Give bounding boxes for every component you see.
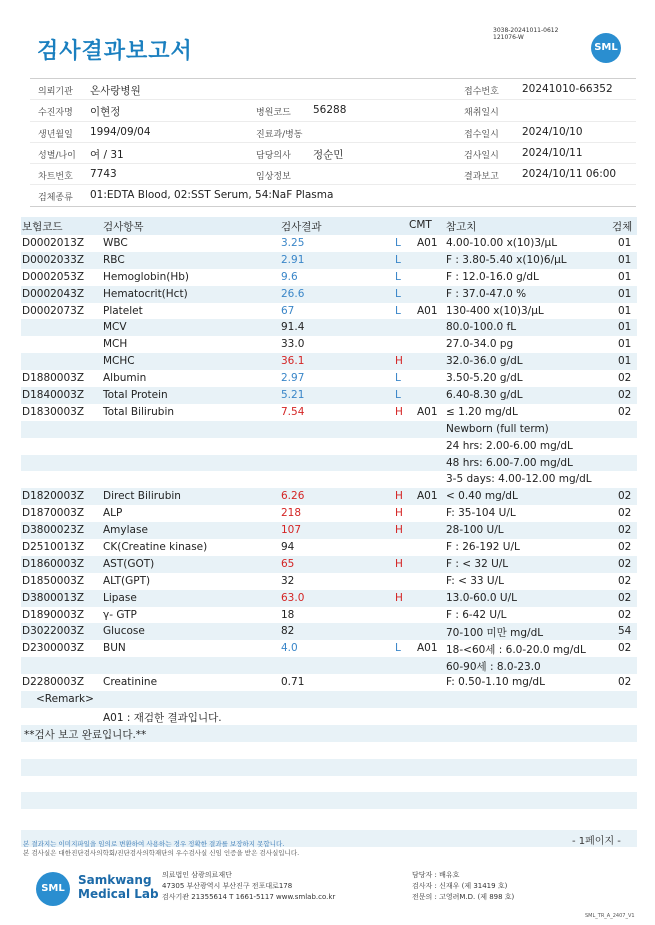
cell-code: D1880003Z — [22, 372, 85, 385]
receipt-date-value: 2024/10/10 — [522, 125, 583, 138]
cell-ref: 4.00-10.00 x(10)3/μL — [446, 237, 558, 249]
cell-code: D2300003Z — [22, 642, 85, 655]
patient-label: 수진자명 — [38, 108, 73, 119]
table-row — [21, 573, 637, 590]
cell-spec: 01 — [618, 355, 632, 368]
cell-name: Total Protein — [103, 389, 168, 402]
cell-spec: 01 — [618, 287, 632, 300]
cell-code: D0002013Z — [22, 237, 85, 249]
cell-name: Hemoglobin(Hb) — [103, 270, 190, 283]
cell-ref: 27.0-34.0 pg — [446, 338, 514, 351]
cell-flag: H — [395, 490, 403, 503]
chart-value: 7743 — [90, 168, 117, 181]
table-row — [21, 387, 637, 404]
table-row — [21, 404, 637, 421]
cell-name: WBC — [103, 237, 128, 249]
table-row — [21, 455, 637, 472]
cell-ref: < 0.40 mg/dL — [446, 490, 518, 503]
cell-spec: 02 — [618, 541, 632, 554]
cell-result: 36.1 — [281, 355, 305, 368]
cell-name: CK(Creatine kinase) — [103, 541, 208, 554]
cell-ref: F : 6-42 U/L — [446, 608, 507, 621]
table-row — [21, 674, 637, 691]
staff-info — [412, 870, 514, 903]
cell-name: Platelet — [103, 304, 143, 317]
cell-result: 3.25 — [281, 237, 305, 249]
hospital-code-label: 병원코드 — [256, 108, 291, 119]
complete-row — [21, 725, 637, 742]
chart-label: 차트번호 — [38, 172, 73, 183]
cell-name: Glucose — [103, 625, 145, 638]
cell-ref: F : 37.0-47.0 % — [446, 287, 527, 300]
table-row — [21, 252, 637, 269]
staff-line-2: 검사자 : 신재우 (제 31419 호) — [412, 882, 508, 890]
test-date-label: 검사일시 — [464, 150, 499, 161]
table-row — [21, 607, 637, 624]
cell-code: D1870003Z — [22, 507, 85, 520]
cell-flag: H — [395, 405, 403, 418]
empty-row — [21, 759, 637, 776]
cell-spec: 02 — [618, 557, 632, 570]
cell-spec: 01 — [618, 321, 632, 334]
cell-ref: 3-5 days: 4.00-12.00 mg/dL — [446, 473, 592, 486]
table-row — [21, 488, 637, 505]
cell-code: D2280003Z — [22, 676, 85, 689]
info-row-5 — [30, 164, 636, 185]
table-row — [21, 657, 637, 674]
cell-flag: L — [395, 389, 401, 402]
cell-result: 7.54 — [281, 405, 305, 418]
cell-spec: 02 — [618, 574, 632, 587]
cell-ref: Newborn (full term) — [446, 422, 549, 435]
cell-code: D1830003Z — [22, 405, 85, 418]
page-title: 검사결과보고서 — [37, 39, 193, 64]
cell-result: 94 — [281, 541, 295, 554]
table-row — [21, 303, 637, 320]
cell-spec: 54 — [618, 625, 632, 638]
table-row — [21, 269, 637, 286]
table-row — [21, 286, 637, 303]
cell-cmt: A01 — [417, 642, 438, 655]
cell-code: D0002073Z — [22, 304, 85, 317]
header-code: 보험코드 — [22, 221, 63, 233]
sex-age-label: 성별/나이 — [38, 150, 76, 161]
staff-line-3: 전문의 : 고영려M.D. (제 898 호) — [412, 893, 515, 901]
cell-flag: L — [395, 237, 401, 249]
table-row — [21, 640, 637, 657]
receipt-date-label: 접수일시 — [464, 129, 499, 140]
cell-flag: H — [395, 557, 403, 570]
cell-name: Creatinine — [103, 676, 158, 689]
cell-code: D1860003Z — [22, 557, 85, 570]
cell-result: 218 — [281, 507, 302, 520]
empty-row — [21, 742, 637, 759]
info-row-3 — [30, 122, 636, 143]
cell-ref: F: 35-104 U/L — [446, 507, 516, 520]
cell-result: 0.71 — [281, 676, 305, 689]
header-ref: 참고치 — [446, 221, 477, 233]
cell-code: D1820003Z — [22, 490, 85, 503]
cell-result: 32 — [281, 574, 295, 587]
cell-name: MCH — [103, 338, 128, 351]
cell-code: D1890003Z — [22, 608, 85, 621]
report-label: 결과보고 — [464, 172, 499, 183]
table-row — [21, 235, 637, 252]
cell-result: 5.21 — [281, 389, 305, 402]
header-spec: 검체 — [612, 221, 633, 233]
remark-text: A01 : 재검한 결과입니다. — [103, 711, 222, 724]
cell-result: 67 — [281, 304, 295, 317]
cell-flag: H — [395, 591, 403, 604]
cell-name: Direct Bilirubin — [103, 490, 181, 503]
cell-name: γ- GTP — [103, 608, 137, 621]
document-code-2: 121076-W — [493, 34, 524, 41]
cell-cmt: A01 — [417, 490, 438, 503]
receipt-no-label: 접수번호 — [464, 87, 499, 97]
logo-name-1: Samkwang — [78, 873, 152, 887]
address-line-3: 검사기관 21355614 T 1661-5117 www.smlab.co.kr — [162, 893, 336, 901]
cell-name: MCHC — [103, 355, 135, 368]
cell-code: D3800023Z — [22, 524, 85, 537]
cell-code: D1840003Z — [22, 389, 85, 402]
cell-result: 9.6 — [281, 270, 298, 283]
table-row — [21, 539, 637, 556]
cell-spec: 01 — [618, 270, 632, 283]
specimen-label: 검체종류 — [38, 193, 73, 204]
empty-row — [21, 792, 637, 809]
cell-code: D2510013Z — [22, 541, 85, 554]
remark-label: <Remark> — [36, 693, 94, 706]
cell-flag: H — [395, 355, 403, 368]
cell-ref: 32.0-36.0 g/dL — [446, 355, 523, 368]
dept-label: 진료과/병동 — [256, 129, 303, 140]
cell-ref: 24 hrs: 2.00-6.00 mg/dL — [446, 439, 573, 452]
doctor-value: 정순민 — [313, 148, 344, 161]
cell-spec: 02 — [618, 676, 632, 689]
table-row — [21, 319, 637, 336]
info-row-1 — [30, 79, 636, 100]
cell-ref: 48 hrs: 6.00-7.00 mg/dL — [446, 456, 573, 469]
logo-text — [78, 873, 159, 901]
cell-flag: L — [395, 304, 401, 317]
cell-spec: 02 — [618, 608, 632, 621]
report-value: 2024/10/11 06:00 — [522, 168, 617, 181]
cell-spec: 02 — [618, 405, 632, 418]
cell-result: 6.26 — [281, 490, 305, 503]
test-date-value: 2024/10/11 — [522, 146, 583, 159]
cell-spec: 01 — [618, 253, 632, 266]
sml-logo-circle: SML — [36, 872, 70, 906]
footer-note-2: 본 검사실은 대한진단검사의학회/진단검사의학재단의 우수검사실 신임 인증을 받은 검사실입니다. — [23, 849, 300, 857]
table-row — [21, 353, 637, 370]
form-code: SML_TR_A_2407_V1 — [585, 913, 635, 919]
cell-ref: F: < 33 U/L — [446, 574, 505, 587]
cell-ref: F : 3.80-5.40 x(10)6/μL — [446, 253, 567, 266]
results-table — [21, 217, 637, 809]
sex-age-value: 여 / 31 — [90, 148, 124, 161]
cell-result: 33.0 — [281, 338, 305, 351]
cell-flag: L — [395, 270, 401, 283]
remark-row — [21, 691, 637, 708]
cell-spec: 02 — [618, 490, 632, 503]
clinical-label: 임상정보 — [256, 172, 291, 183]
cell-result: 2.91 — [281, 253, 305, 266]
cell-spec: 02 — [618, 372, 632, 385]
cell-name: Albumin — [103, 372, 147, 385]
lab-address — [162, 870, 335, 903]
cell-result: 63.0 — [281, 591, 305, 604]
cell-name: Lipase — [103, 591, 137, 604]
cell-ref: 28-100 U/L — [446, 524, 504, 537]
cell-name: AST(GOT) — [103, 557, 155, 570]
cell-code: D3800013Z — [22, 591, 85, 604]
cell-result: 26.6 — [281, 287, 305, 300]
dob-value: 1994/09/04 — [90, 125, 151, 138]
collect-label: 채취일시 — [464, 108, 499, 119]
cell-flag: L — [395, 287, 401, 300]
cell-ref: 80.0-100.0 fL — [446, 321, 517, 334]
cell-spec: 01 — [618, 237, 632, 249]
table-row — [21, 522, 637, 539]
cell-ref: 13.0-60.0 U/L — [446, 591, 517, 604]
address-line-1: 의료법인 삼광의료재단 — [162, 871, 232, 879]
table-row — [21, 471, 637, 488]
cell-result: 107 — [281, 524, 302, 537]
cell-code: D3022003Z — [22, 625, 85, 638]
cell-flag: L — [395, 253, 401, 266]
cell-spec: 02 — [618, 507, 632, 520]
cell-ref: 60-90세 : 8.0-23.0 — [446, 661, 541, 674]
cell-name: MCV — [103, 321, 127, 334]
info-row-6 — [30, 185, 636, 206]
cell-result: 18 — [281, 608, 295, 621]
cell-ref: 6.40-8.30 g/dL — [446, 389, 523, 402]
cell-ref: F: 0.50-1.10 mg/dL — [446, 676, 545, 689]
cell-name: ALT(GPT) — [103, 574, 151, 587]
specimen-value: 01:EDTA Blood, 02:SST Serum, 54:NaF Plasma — [90, 189, 334, 202]
doctor-label: 담당의사 — [256, 150, 291, 161]
cell-spec: 02 — [618, 389, 632, 402]
cell-flag: L — [395, 642, 401, 655]
patient-value: 이현정 — [90, 106, 121, 119]
cell-spec: 02 — [618, 524, 632, 537]
patient-info-section — [30, 78, 636, 207]
org-value: 온사랑병원 — [90, 85, 141, 97]
page-number: - 1페이지 - — [572, 836, 621, 847]
table-row — [21, 336, 637, 353]
cell-cmt: A01 — [417, 237, 438, 249]
table-row — [21, 421, 637, 438]
cell-flag: H — [395, 507, 403, 520]
document-codes — [493, 27, 558, 41]
org-label: 의뢰기관 — [38, 87, 73, 97]
cell-ref: ≤ 1.20 mg/dL — [446, 405, 518, 418]
header-cmt: CMT — [409, 219, 432, 231]
dob-label: 생년월일 — [38, 129, 73, 140]
cell-cmt: A01 — [417, 304, 438, 317]
cell-result: 4.0 — [281, 642, 298, 655]
cell-name: BUN — [103, 642, 126, 655]
table-row — [21, 623, 637, 640]
cell-result: 91.4 — [281, 321, 305, 334]
cell-name: ALP — [103, 507, 123, 520]
document-code-1: 3038-20241011-0612 — [493, 27, 559, 34]
cell-cmt: A01 — [417, 405, 438, 418]
cell-spec: 02 — [618, 642, 632, 655]
cell-spec: 01 — [618, 304, 632, 317]
sml-logo: SML — [591, 33, 621, 63]
cell-spec: 01 — [618, 338, 632, 351]
table-row — [21, 438, 637, 455]
table-body — [21, 235, 637, 691]
remark-text-row — [21, 708, 637, 725]
table-header — [21, 217, 637, 235]
cell-result: 65 — [281, 557, 295, 570]
footer-note-1: 본 결과지는 이미지파일을 임의로 변환하여 사용하는 경우 정확한 결과를 보장하지 못합니다. — [23, 840, 285, 848]
complete-text: **검사 보고 완료입니다.** — [24, 728, 147, 741]
cell-ref: 3.50-5.20 g/dL — [446, 372, 523, 385]
cell-name: Total Bilirubin — [103, 405, 175, 418]
cell-ref: F : 26-192 U/L — [446, 541, 520, 554]
hospital-code-value: 56288 — [313, 104, 347, 117]
cell-spec: 02 — [618, 591, 632, 604]
receipt-no-value: 20241010-66352 — [522, 83, 613, 95]
cell-flag: L — [395, 372, 401, 385]
info-row-4 — [30, 143, 636, 164]
cell-ref: 18-<60세 : 6.0-20.0 mg/dL — [446, 644, 586, 657]
cell-flag: H — [395, 524, 403, 537]
info-row-2 — [30, 100, 636, 121]
table-row — [21, 556, 637, 573]
header-result: 검사결과 — [281, 221, 322, 233]
address-line-2: 47305 부산광역시 부산진구 전포대로178 — [162, 882, 293, 890]
cell-code: D0002053Z — [22, 270, 85, 283]
footer-notes — [23, 840, 299, 858]
cell-code: D0002043Z — [22, 287, 85, 300]
cell-name: Amylase — [103, 524, 148, 537]
cell-ref: F : < 32 U/L — [446, 557, 509, 570]
header-name: 검사항목 — [103, 221, 144, 233]
table-row — [21, 370, 637, 387]
cell-result: 2.97 — [281, 372, 305, 385]
table-row — [21, 505, 637, 522]
logo-name-2: Medical Lab — [78, 887, 159, 901]
table-row — [21, 590, 637, 607]
cell-name: Hematocrit(Hct) — [103, 287, 188, 300]
cell-name: RBC — [103, 253, 125, 266]
empty-row — [21, 776, 637, 793]
cell-code: D0002033Z — [22, 253, 85, 266]
staff-line-1: 담당자 : 배유호 — [412, 871, 460, 879]
cell-ref: 70-100 미만 mg/dL — [446, 627, 544, 640]
cell-result: 82 — [281, 625, 295, 638]
cell-code: D1850003Z — [22, 574, 85, 587]
cell-ref: F : 12.0-16.0 g/dL — [446, 270, 539, 283]
cell-ref: 130-400 x(10)3/μL — [446, 304, 544, 317]
